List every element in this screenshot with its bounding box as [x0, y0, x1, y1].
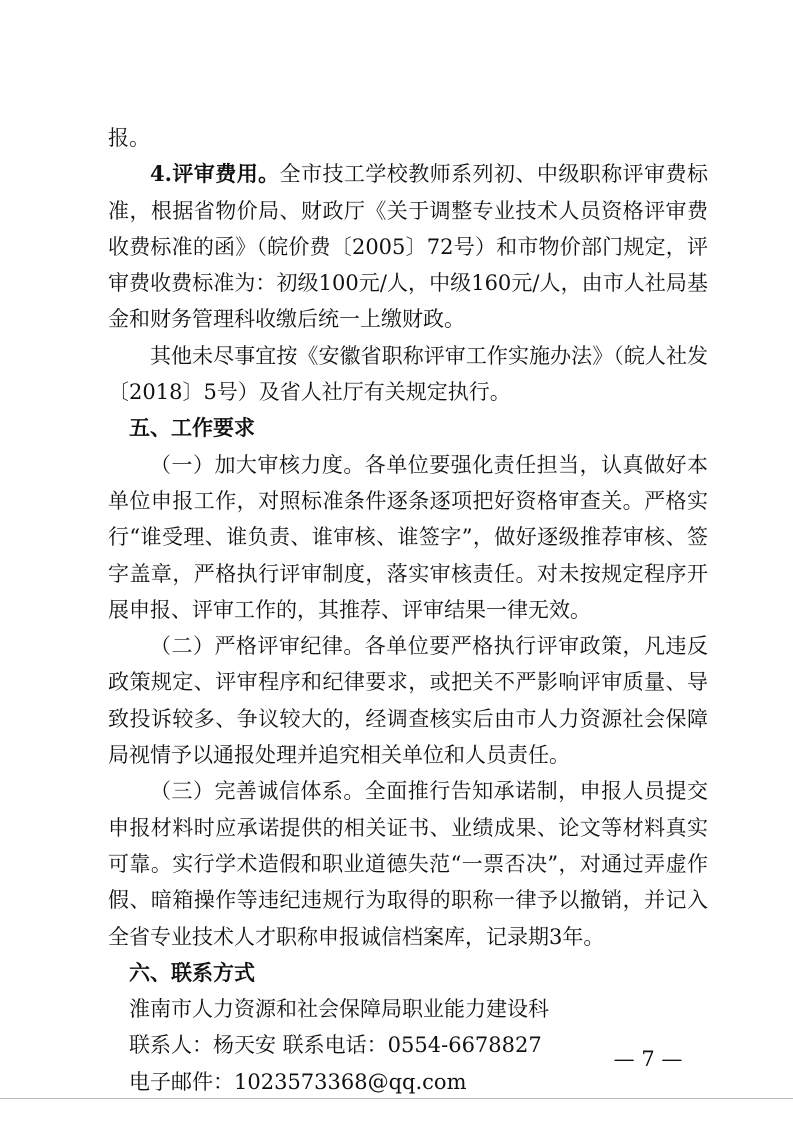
- review-fee-text: 全市技工学校教师系列初、中级职称评审费标准，根据省物价局、财政厅《关于调整专业技术人员资格评审费收费标准的函》（皖价费〔2005〕72号）和市物价部门规定，评审费收费标准为：初级100元/人，中级160元/人，由市人社局基金和财务管理科收缴后统一上缴财政。: [108, 162, 708, 332]
- paragraph-review-fee: [108, 156, 708, 337]
- section-heading-work-requirements: 五、工作要求: [129, 415, 255, 441]
- page-number: — 7 —: [613, 1047, 683, 1071]
- paragraph-integrity-system: （三）完善诚信体系。全面推行告知承诺制，申报人员提交申报材料时应承诺提供的相关证书、业绩成果、论文等材料真实可靠。实行学术造假和职业道德失范“一票否决”，对通过弄虚作假、暗箱操作等违纪违规行为取得的职称一律予以撤销，并记入全省专业技术人才职称申报诚信档案库，记录期3年。: [108, 779, 708, 949]
- contact-email: 电子邮件：1023573368@qq.com: [129, 1069, 467, 1094]
- paragraph-continuation: 报。: [108, 126, 150, 150]
- bottom-rule: [0, 1098, 793, 1099]
- section-heading-contact: 六、联系方式: [129, 959, 255, 985]
- contact-person: 联系人：杨天安 联系电话：0554-6678827: [129, 1033, 542, 1058]
- body-text: [108, 120, 708, 1100]
- paragraph-review-discipline: （二）严格评审纪律。各单位要严格执行评审政策，凡违反政策规定、评审程序和纪律要求，或把关不严影响评审质量、导致投诉较多、争议较大的，经调查核实后由市人力资源社会保障局视情予以通报处理并追究相关单位和人员责任。: [108, 634, 708, 768]
- paragraph-review-strength: （一）加大审核力度。各单位要强化责任担当，认真做好本单位申报工作，对照标准条件逐条逐项把好资格审查关。严格实行“谁受理、谁负责、谁审核、谁签字”，做好逐级推荐审核、签字盖章，严格执行评审制度，落实审核责任。对未按规定程序开展申报、评审工作的，其推荐、评审结果一律无效。: [108, 452, 708, 622]
- review-fee-label: 4.评审费用。: [150, 161, 280, 187]
- contact-organization: 淮南市人力资源和社会保障局职业能力建设科: [129, 997, 549, 1022]
- paragraph-other-matters: 其他未尽事宜按《安徽省职称评审工作实施办法》（皖人社发〔2018〕5号）及省人社厅有关规定执行。: [108, 343, 708, 405]
